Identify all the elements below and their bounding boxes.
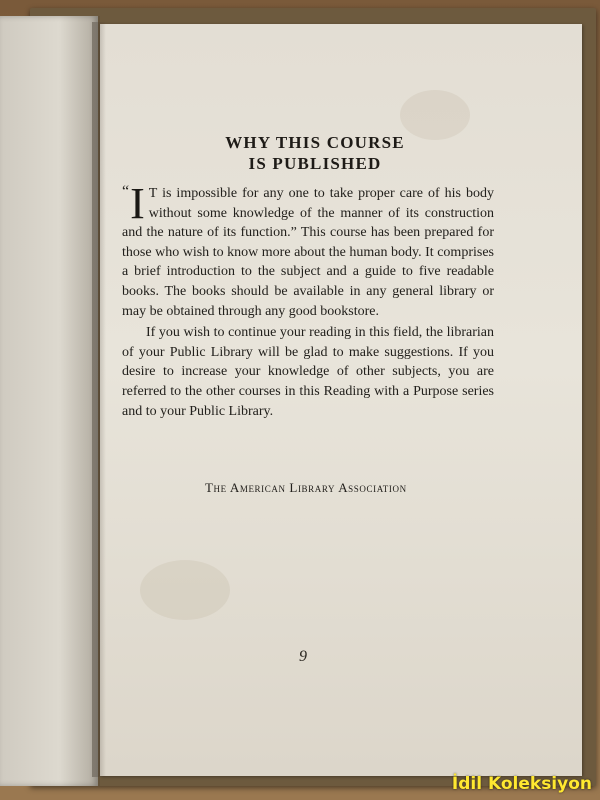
paper-stain <box>140 560 230 620</box>
title-line-2: IS PUBLISHED <box>248 154 382 173</box>
page-title <box>100 132 530 174</box>
paragraph-suggestions: If you wish to continue your reading in this field, the librarian of your Public Library will be glad to make suggestions. If you desire to increase your knowledge of other subjects, you are referred to the other courses in this Reading with a Purpose series and to your Public Library. <box>122 325 494 419</box>
title-line-1: WHY THIS COURSE <box>225 133 405 152</box>
body-text <box>122 179 494 421</box>
paragraph-intro <box>122 179 494 321</box>
page-number: 9 <box>299 648 307 665</box>
open-quote: “ <box>122 183 130 200</box>
drop-cap: I <box>130 179 145 228</box>
signature: The American Library Association <box>205 480 407 495</box>
paragraph-intro-text: T is impossible for any one to take proper care of his body without some knowledge of the manner of its construction and the nature of its function.” This course has been prepared for those who wish to know more about the human body. It comprises a brief introduction to the subject and a guide to five readable books. The books should be available in any general library or may be obtained through any good bookstore. <box>122 186 494 319</box>
watermark: İdil Koleksiyon <box>451 774 592 794</box>
